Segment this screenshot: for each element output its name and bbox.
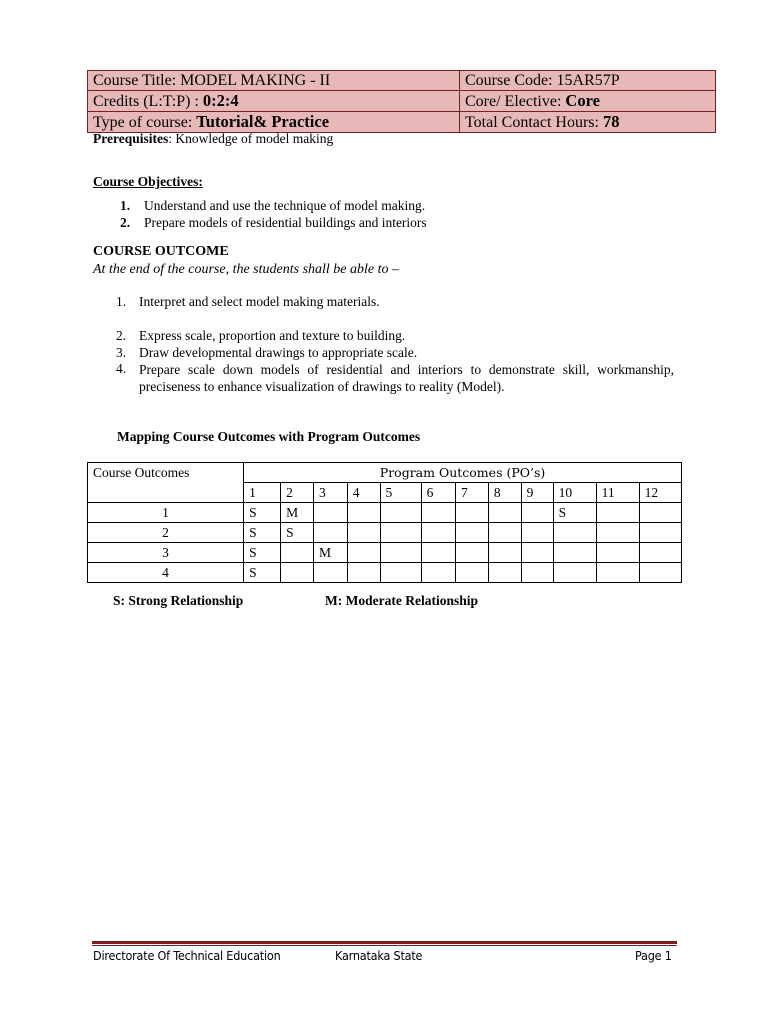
relationship-cell — [488, 503, 521, 523]
relationship-cell — [380, 523, 421, 543]
course-code: Course Code: 15AR57P — [460, 71, 716, 91]
po-number-cell: 4 — [347, 483, 380, 503]
course-outcome-number: 3 — [88, 543, 244, 563]
relationship-cell — [456, 563, 489, 583]
legend-strong: S: Strong Relationship — [113, 593, 244, 608]
po-number-cell: 6 — [421, 483, 455, 503]
relationship-cell — [314, 503, 348, 523]
outcome-number: 1. — [116, 294, 127, 309]
footer-directorate: Directorate Of Technical Education — [93, 948, 281, 963]
relationship-cell: S — [553, 503, 596, 523]
relationship-cell: S — [244, 503, 281, 523]
core-label: Core/ Elective: — [465, 93, 566, 110]
relationship-cell — [314, 523, 348, 543]
relationship-cell — [488, 523, 521, 543]
course-outcome-number: 1 — [88, 503, 244, 523]
prerequisites — [93, 131, 333, 147]
relationship-cell — [421, 563, 455, 583]
relationship-cell — [421, 523, 455, 543]
footer-rule — [92, 941, 677, 944]
outcome-number: 2. — [116, 328, 127, 343]
mapping-body — [88, 503, 682, 583]
relationship-cell — [596, 563, 639, 583]
prerequisites-text: : Knowledge of model making — [168, 131, 334, 146]
core-elective — [460, 91, 716, 112]
course-type — [88, 112, 460, 133]
outcome-text: Interpret and select model making materials. — [139, 294, 380, 309]
course-outcome-number: 2 — [88, 523, 244, 543]
relationship-cell — [553, 543, 596, 563]
relationship-cell — [456, 503, 489, 523]
outcome-text: Prepare scale down models of residential and interiors to demonstrate skill, workmanship, preciseness to enhance visualization of drawings to reality (Model). — [139, 362, 674, 394]
po-number-cell: 8 — [488, 483, 521, 503]
objectives-heading: Course Objectives: — [93, 174, 203, 189]
relationship-cell — [456, 523, 489, 543]
outcome-number: 4. — [116, 361, 127, 376]
relationship-cell — [380, 503, 421, 523]
relationship-cell — [347, 543, 380, 563]
relationship-cell: S — [281, 523, 314, 543]
relationship-cell — [281, 543, 314, 563]
relationship-cell: S — [244, 523, 281, 543]
relationship-cell — [521, 503, 553, 523]
relationship-cell — [281, 563, 314, 583]
objective-text: Understand and use the technique of model making. — [144, 198, 426, 213]
course-outcome-intro: At the end of the course, the students shall be able to – — [93, 262, 400, 277]
relationship-cell — [421, 503, 455, 523]
objective-number: 1. — [120, 198, 131, 213]
po-number-cell: 5 — [380, 483, 421, 503]
relationship-cell — [347, 523, 380, 543]
mapping-title: Mapping Course Outcomes with Program Outcomes — [117, 429, 421, 444]
objective-text: Prepare models of residential buildings and interiors — [144, 215, 427, 230]
relationship-cell — [521, 563, 553, 583]
credits-label: Credits (L:T:P) : — [93, 93, 203, 110]
legend-moderate: M: Moderate Relationship — [325, 593, 478, 608]
relationship-cell: S — [244, 563, 281, 583]
relationship-cell: M — [281, 503, 314, 523]
outcome-number: 3. — [116, 345, 127, 360]
prerequisites-label: Prerequisites — [93, 131, 169, 146]
relationship-cell — [639, 523, 681, 543]
relationship-cell — [521, 523, 553, 543]
footer-rule-thin — [92, 945, 677, 946]
relationship-cell — [553, 523, 596, 543]
relationship-cell — [488, 543, 521, 563]
table-row — [88, 543, 682, 563]
outcome-text: Express scale, proportion and texture to building. — [139, 328, 406, 343]
relationship-cell — [596, 543, 639, 563]
footer-page-number: Page 1 — [635, 948, 672, 963]
relationship-cell — [456, 543, 489, 563]
relationship-cell — [639, 503, 681, 523]
credits — [88, 91, 460, 112]
po-number-cell: 2 — [281, 483, 314, 503]
co-po-mapping-table — [87, 462, 682, 583]
relationship-cell — [380, 563, 421, 583]
program-outcomes-header: Program Outcomes (PO’s) — [244, 463, 682, 483]
relationship-cell — [488, 563, 521, 583]
course-outcome-heading: COURSE OUTCOME — [93, 244, 229, 259]
po-number-cell: 12 — [639, 483, 681, 503]
outcome-text: Draw developmental drawings to appropriate scale. — [139, 345, 418, 360]
footer-state: Karnataka State — [335, 948, 423, 963]
objective-number: 2. — [120, 215, 131, 230]
relationship-cell — [553, 563, 596, 583]
hours-label: Total Contact Hours: — [465, 114, 603, 131]
credits-value: 0:2:4 — [202, 91, 239, 110]
table-row — [88, 503, 682, 523]
type-value: Tutorial& Practice — [196, 112, 330, 131]
course-outcomes-header: Course Outcomes — [88, 463, 244, 503]
po-number-cell: 1 — [244, 483, 281, 503]
relationship-cell — [380, 543, 421, 563]
hours-value: 78 — [602, 112, 620, 131]
core-value: Core — [565, 91, 600, 110]
po-number-cell: 10 — [553, 483, 596, 503]
relationship-cell — [521, 543, 553, 563]
course-header-table — [87, 70, 716, 133]
relationship-cell — [347, 503, 380, 523]
relationship-cell: S — [244, 543, 281, 563]
relationship-cell — [421, 543, 455, 563]
contact-hours — [460, 112, 716, 133]
po-number-cell: 7 — [456, 483, 489, 503]
relationship-cell — [347, 563, 380, 583]
relationship-cell — [639, 563, 681, 583]
po-number-cell: 11 — [596, 483, 639, 503]
po-number-cell: 3 — [314, 483, 348, 503]
relationship-cell: M — [314, 543, 348, 563]
relationship-cell — [639, 543, 681, 563]
table-row — [88, 523, 682, 543]
relationship-cell — [596, 523, 639, 543]
course-outcome-number: 4 — [88, 563, 244, 583]
relationship-cell — [314, 563, 348, 583]
po-number-cell: 9 — [521, 483, 553, 503]
table-row — [88, 563, 682, 583]
type-label: Type of course: — [93, 114, 197, 131]
relationship-cell — [596, 503, 639, 523]
course-title: Course Title: MODEL MAKING - II — [88, 71, 460, 91]
